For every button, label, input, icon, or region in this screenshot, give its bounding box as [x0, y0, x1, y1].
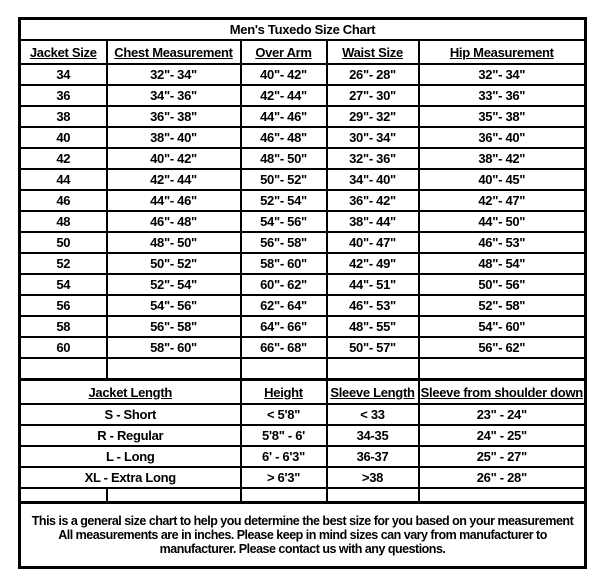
- empty-cell: [241, 358, 327, 380]
- cell-waist: 38"- 44": [327, 211, 419, 232]
- length-row: [20, 425, 586, 446]
- cell-chest: 32"- 34": [107, 64, 241, 85]
- empty-cell: [20, 488, 107, 503]
- cell-sleeve-length: >38: [327, 467, 419, 488]
- cell-chest: 42"- 44": [107, 169, 241, 190]
- empty-cell: [419, 358, 586, 380]
- cell-jacket-size: 44: [20, 169, 107, 190]
- cell-height: 5'8" - 6': [241, 425, 327, 446]
- cell-chest: 34"- 36": [107, 85, 241, 106]
- empty-cell: [327, 488, 419, 503]
- size-row: [20, 232, 586, 253]
- cell-hip: 40"- 45": [419, 169, 586, 190]
- cell-waist: 27"- 30": [327, 85, 419, 106]
- cell-jacket-size: 60: [20, 337, 107, 358]
- cell-hip: 32"- 34": [419, 64, 586, 85]
- size-header-row: [20, 40, 586, 64]
- col-header-jacket-length: Jacket Length: [20, 380, 241, 405]
- cell-hip: 54"- 60": [419, 316, 586, 337]
- length-row: [20, 446, 586, 467]
- cell-chest: 50"- 52": [107, 253, 241, 274]
- cell-jacket-size: 38: [20, 106, 107, 127]
- cell-hip: 48"- 54": [419, 253, 586, 274]
- cell-chest: 48"- 50": [107, 232, 241, 253]
- cell-hip: 46"- 53": [419, 232, 586, 253]
- chart-title: Men's Tuxedo Size Chart: [20, 19, 586, 41]
- size-row: [20, 169, 586, 190]
- footer-row: [20, 503, 586, 568]
- cell-waist: 46"- 53": [327, 295, 419, 316]
- empty-cell: [107, 488, 241, 503]
- cell-chest: 46"- 48": [107, 211, 241, 232]
- cell-chest: 56"- 58": [107, 316, 241, 337]
- cell-jacket-size: 52: [20, 253, 107, 274]
- size-row: [20, 211, 586, 232]
- cell-over-arm: 54"- 56": [241, 211, 327, 232]
- col-header-hip-measurement: Hip Measurement: [419, 40, 586, 64]
- spacer-row: [20, 358, 586, 380]
- cell-jacket-length: S - Short: [20, 404, 241, 425]
- tuxedo-size-chart-table: [18, 17, 587, 569]
- cell-waist: 34"- 40": [327, 169, 419, 190]
- cell-jacket-length: XL - Extra Long: [20, 467, 241, 488]
- cell-height: > 6'3": [241, 467, 327, 488]
- cell-over-arm: 58"- 60": [241, 253, 327, 274]
- cell-hip: 44"- 50": [419, 211, 586, 232]
- size-row: [20, 148, 586, 169]
- empty-cell: [107, 358, 241, 380]
- cell-over-arm: 56"- 58": [241, 232, 327, 253]
- size-row: [20, 274, 586, 295]
- cell-jacket-size: 42: [20, 148, 107, 169]
- cell-waist: 40"- 47": [327, 232, 419, 253]
- empty-cell: [20, 358, 107, 380]
- title-row: [20, 19, 586, 41]
- cell-jacket-size: 36: [20, 85, 107, 106]
- cell-jacket-size: 46: [20, 190, 107, 211]
- size-row: [20, 85, 586, 106]
- cell-sleeve-from-shoulder: 24" - 25": [419, 425, 586, 446]
- empty-cell: [241, 488, 327, 503]
- cell-waist: 48"- 55": [327, 316, 419, 337]
- cell-hip: 42"- 47": [419, 190, 586, 211]
- cell-chest: 38"- 40": [107, 127, 241, 148]
- col-header-chest-measurement: Chest Measurement: [107, 40, 241, 64]
- cell-jacket-size: 50: [20, 232, 107, 253]
- cell-over-arm: 46"- 48": [241, 127, 327, 148]
- cell-sleeve-length: 34-35: [327, 425, 419, 446]
- cell-height: < 5'8": [241, 404, 327, 425]
- length-row: [20, 467, 586, 488]
- size-row: [20, 127, 586, 148]
- size-row: [20, 337, 586, 358]
- cell-jacket-size: 56: [20, 295, 107, 316]
- cell-jacket-length: L - Long: [20, 446, 241, 467]
- cell-sleeve-from-shoulder: 25" - 27": [419, 446, 586, 467]
- cell-waist: 30"- 34": [327, 127, 419, 148]
- cell-height: 6' - 6'3": [241, 446, 327, 467]
- length-row: [20, 404, 586, 425]
- footer-note: [20, 503, 586, 568]
- cell-chest: 44"- 46": [107, 190, 241, 211]
- empty-cell: [419, 488, 586, 503]
- cell-waist: 26"- 28": [327, 64, 419, 85]
- col-header-over-arm: Over Arm: [241, 40, 327, 64]
- col-header-sleeve-length: Sleeve Length: [327, 380, 419, 405]
- cell-over-arm: 52"- 54": [241, 190, 327, 211]
- cell-waist: 32"- 36": [327, 148, 419, 169]
- cell-over-arm: 50"- 52": [241, 169, 327, 190]
- cell-waist: 44"- 51": [327, 274, 419, 295]
- cell-chest: 52"- 54": [107, 274, 241, 295]
- cell-sleeve-from-shoulder: 26" - 28": [419, 467, 586, 488]
- cell-chest: 54"- 56": [107, 295, 241, 316]
- empty-cell: [327, 358, 419, 380]
- cell-jacket-size: 58: [20, 316, 107, 337]
- cell-jacket-size: 40: [20, 127, 107, 148]
- col-header-height: Height: [241, 380, 327, 405]
- col-header-waist-size: Waist Size: [327, 40, 419, 64]
- size-row: [20, 253, 586, 274]
- cell-sleeve-length: < 33: [327, 404, 419, 425]
- col-header-jacket-size: Jacket Size: [20, 40, 107, 64]
- cell-hip: 35"- 38": [419, 106, 586, 127]
- col-header-sleeve-from-shoulder: Sleeve from shoulder down: [419, 380, 586, 405]
- cell-hip: 33"- 36": [419, 85, 586, 106]
- cell-chest: 58"- 60": [107, 337, 241, 358]
- footer-line-3: manufacturer. Please contact us with any questions.: [159, 542, 446, 556]
- size-row: [20, 106, 586, 127]
- cell-jacket-size: 48: [20, 211, 107, 232]
- cell-waist: 29"- 32": [327, 106, 419, 127]
- cell-over-arm: 66"- 68": [241, 337, 327, 358]
- cell-sleeve-length: 36-37: [327, 446, 419, 467]
- spacer-row: [20, 488, 586, 503]
- cell-over-arm: 64"- 66": [241, 316, 327, 337]
- cell-jacket-size: 54: [20, 274, 107, 295]
- cell-over-arm: 62"- 64": [241, 295, 327, 316]
- cell-over-arm: 44"- 46": [241, 106, 327, 127]
- cell-waist: 50"- 57": [327, 337, 419, 358]
- cell-hip: 38"- 42": [419, 148, 586, 169]
- cell-chest: 36"- 38": [107, 106, 241, 127]
- footer-line-2: All measurements are in inches. Please keep in mind sizes can vary from manufacturer to: [58, 528, 547, 542]
- size-row: [20, 190, 586, 211]
- size-row: [20, 295, 586, 316]
- cell-over-arm: 48"- 50": [241, 148, 327, 169]
- cell-chest: 40"- 42": [107, 148, 241, 169]
- cell-hip: 36"- 40": [419, 127, 586, 148]
- cell-jacket-size: 34: [20, 64, 107, 85]
- length-header-row: [20, 380, 586, 405]
- cell-over-arm: 42"- 44": [241, 85, 327, 106]
- cell-jacket-length: R - Regular: [20, 425, 241, 446]
- size-row: [20, 64, 586, 85]
- cell-hip: 56"- 62": [419, 337, 586, 358]
- cell-over-arm: 40"- 42": [241, 64, 327, 85]
- cell-hip: 50"- 56": [419, 274, 586, 295]
- size-row: [20, 316, 586, 337]
- cell-waist: 42"- 49": [327, 253, 419, 274]
- cell-waist: 36"- 42": [327, 190, 419, 211]
- cell-hip: 52"- 58": [419, 295, 586, 316]
- cell-over-arm: 60"- 62": [241, 274, 327, 295]
- cell-sleeve-from-shoulder: 23" - 24": [419, 404, 586, 425]
- footer-line-1: This is a general size chart to help you determine the best size for you based on your measurement: [31, 514, 574, 528]
